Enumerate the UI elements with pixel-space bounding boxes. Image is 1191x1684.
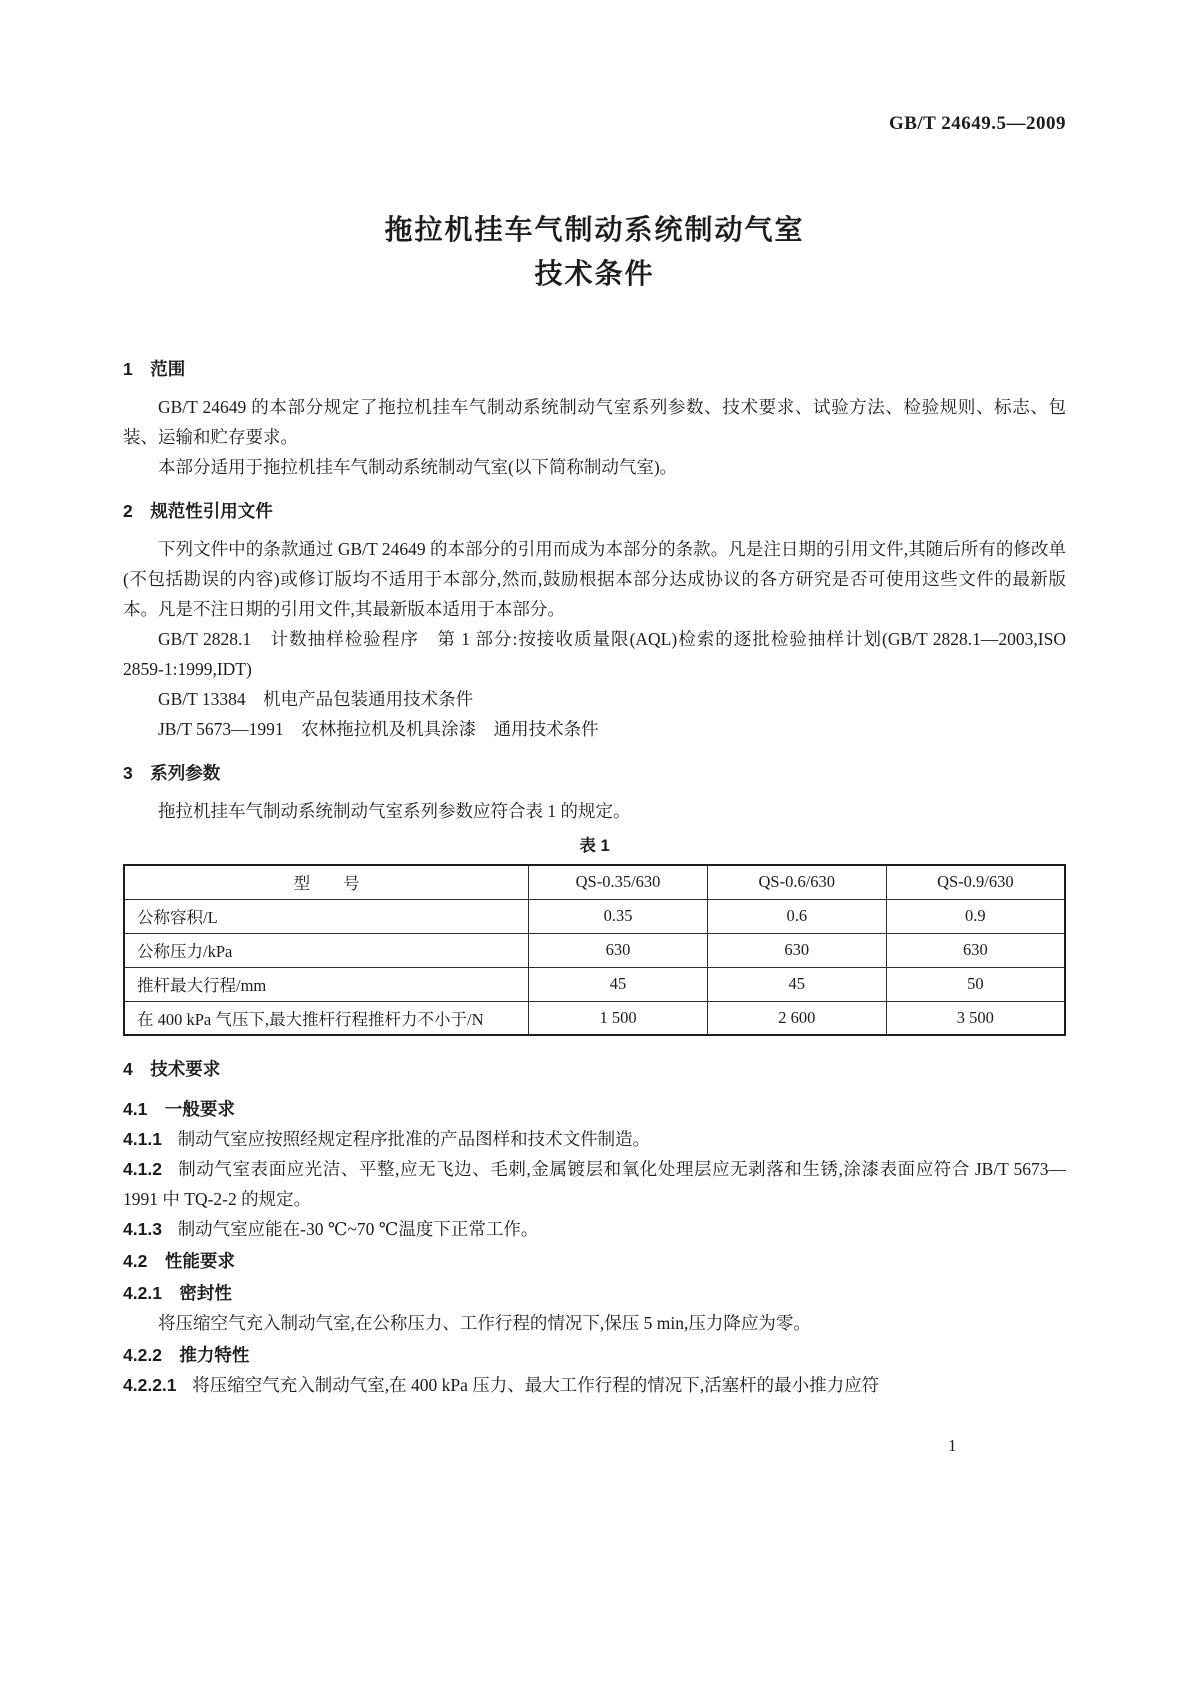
section-4-2-heading: 4.2 性能要求 [123, 1251, 235, 1271]
cell-value: 50 [886, 967, 1065, 1001]
clause-4-1-3-text: 制动气室应能在-30 ℃~70 ℃温度下正常工作。 [177, 1219, 539, 1239]
series-parameters-intro: 拖拉机挂车气制动系统制动气室系列参数应符合表 1 的规定。 [158, 801, 631, 821]
cell-value: 630 [707, 933, 886, 967]
cell-value: 630 [886, 933, 1065, 967]
row-label: 公称容积/L [124, 899, 529, 933]
table-header-model: 型 号 [124, 865, 529, 899]
scope-paragraph-2: 本部分适用于拖拉机挂车气制动系统制动气室(以下简称制动气室)。 [158, 457, 678, 477]
cell-value: 0.35 [529, 899, 708, 933]
reference-item-3: JB/T 5673—1991 农林拖拉机及机具涂漆 通用技术条件 [158, 719, 599, 739]
table-header-row [124, 865, 1065, 899]
section-4-2-2-heading: 4.2.2 推力特性 [123, 1345, 250, 1365]
clause-4-1-1-text: 制动气室应按照经规定程序批准的产品图样和技术文件制造。 [177, 1129, 651, 1149]
clause-4-2-2-1-text: 将压缩空气充入制动气室,在 400 kPa 压力、最大工作行程的情况下,活塞杆的最小推力应符 [192, 1375, 880, 1395]
section-4-heading: 4 技术要求 [123, 1059, 221, 1079]
table-row-min-force [124, 1001, 1065, 1035]
series-parameters-table [123, 864, 1066, 1036]
clause-4-1-2-number: 4.1.2 [123, 1159, 162, 1179]
sealing-paragraph: 将压缩空气充入制动气室,在公称压力、工作行程的情况下,保压 5 min,压力降应为零。 [158, 1313, 811, 1333]
row-label: 公称压力/kPa [124, 933, 529, 967]
clause-4-2-2-1-number: 4.2.2.1 [123, 1375, 177, 1395]
section-2-heading: 2 规范性引用文件 [123, 501, 273, 521]
row-label: 推杆最大行程/mm [124, 967, 529, 1001]
reference-item-2: GB/T 13384 机电产品包装通用技术条件 [158, 689, 474, 709]
clause-4-2-2-1 [123, 1370, 1066, 1400]
section-4-1-heading: 4.1 一般要求 [123, 1099, 235, 1119]
row-label: 在 400 kPa 气压下,最大推杆行程推杆力不小于/N [124, 1001, 529, 1035]
cell-value: 3 500 [886, 1001, 1065, 1035]
page-number: 1 [948, 1436, 957, 1455]
section-3-heading: 3 系列参数 [123, 763, 221, 783]
table-header-qs-06: QS-0.6/630 [707, 865, 886, 899]
cell-value: 630 [529, 933, 708, 967]
standard-number: GB/T 24649.5—2009 [888, 113, 1066, 134]
table-row-nominal-pressure [124, 933, 1065, 967]
clause-4-1-3 [123, 1214, 1066, 1244]
document-title: 拖拉机挂车气制动系统制动气室 [384, 214, 805, 245]
clause-4-1-1-number: 4.1.1 [123, 1129, 162, 1149]
table-row-nominal-volume [124, 899, 1065, 933]
section-1-heading: 1 范围 [123, 359, 186, 379]
cell-value: 2 600 [707, 1001, 886, 1035]
table-header-qs-035: QS-0.35/630 [529, 865, 708, 899]
scope-paragraph-1: GB/T 24649 的本部分规定了拖拉机挂车气制动系统制动气室系列参数、技术要求、试验方法、检验规则、标志、包装、运输和贮存要求。 [123, 397, 1066, 447]
table-1-caption: 表 1 [579, 837, 610, 855]
clause-4-1-3-number: 4.1.3 [123, 1219, 162, 1239]
page-content [123, 212, 1066, 1400]
cell-value: 45 [529, 967, 708, 1001]
reference-item-1: GB/T 2828.1 计数抽样检验程序 第 1 部分:按接收质量限(AQL)检索的逐批检验抽样计划(GB/T 2828.1—2003,ISO 2859-1:1999,IDT) [123, 629, 1066, 679]
document-subtitle: 技术条件 [534, 258, 655, 289]
section-4-2-1-heading: 4.2.1 密封性 [123, 1283, 232, 1303]
table-header-qs-09: QS-0.9/630 [886, 865, 1065, 899]
cell-value: 45 [707, 967, 886, 1001]
clause-4-1-1 [123, 1124, 1066, 1154]
cell-value: 0.6 [707, 899, 886, 933]
clause-4-1-2 [123, 1154, 1066, 1214]
cell-value: 0.9 [886, 899, 1065, 933]
table-row-max-stroke [124, 967, 1065, 1001]
normative-references-intro: 下列文件中的条款通过 GB/T 24649 的本部分的引用而成为本部分的条款。凡是注日期的引用文件,其随后所有的修改单(不包括勘误的内容)或修订版均不适用于本部分,然而,鼓励根据本部分达成协议的各方研究是否可使用这些文件的最新版本。凡是不注日期的引用文件,其最新版本适用于本部分。 [123, 539, 1066, 619]
clause-4-1-2-text: 制动气室表面应光洁、平整,应无飞边、毛刺,金属镀层和氧化处理层应无剥落和生锈,涂漆表面应符合 JB/T 5673—1991 中 TQ-2-2 的规定。 [123, 1159, 1066, 1209]
cell-value: 1 500 [529, 1001, 708, 1035]
